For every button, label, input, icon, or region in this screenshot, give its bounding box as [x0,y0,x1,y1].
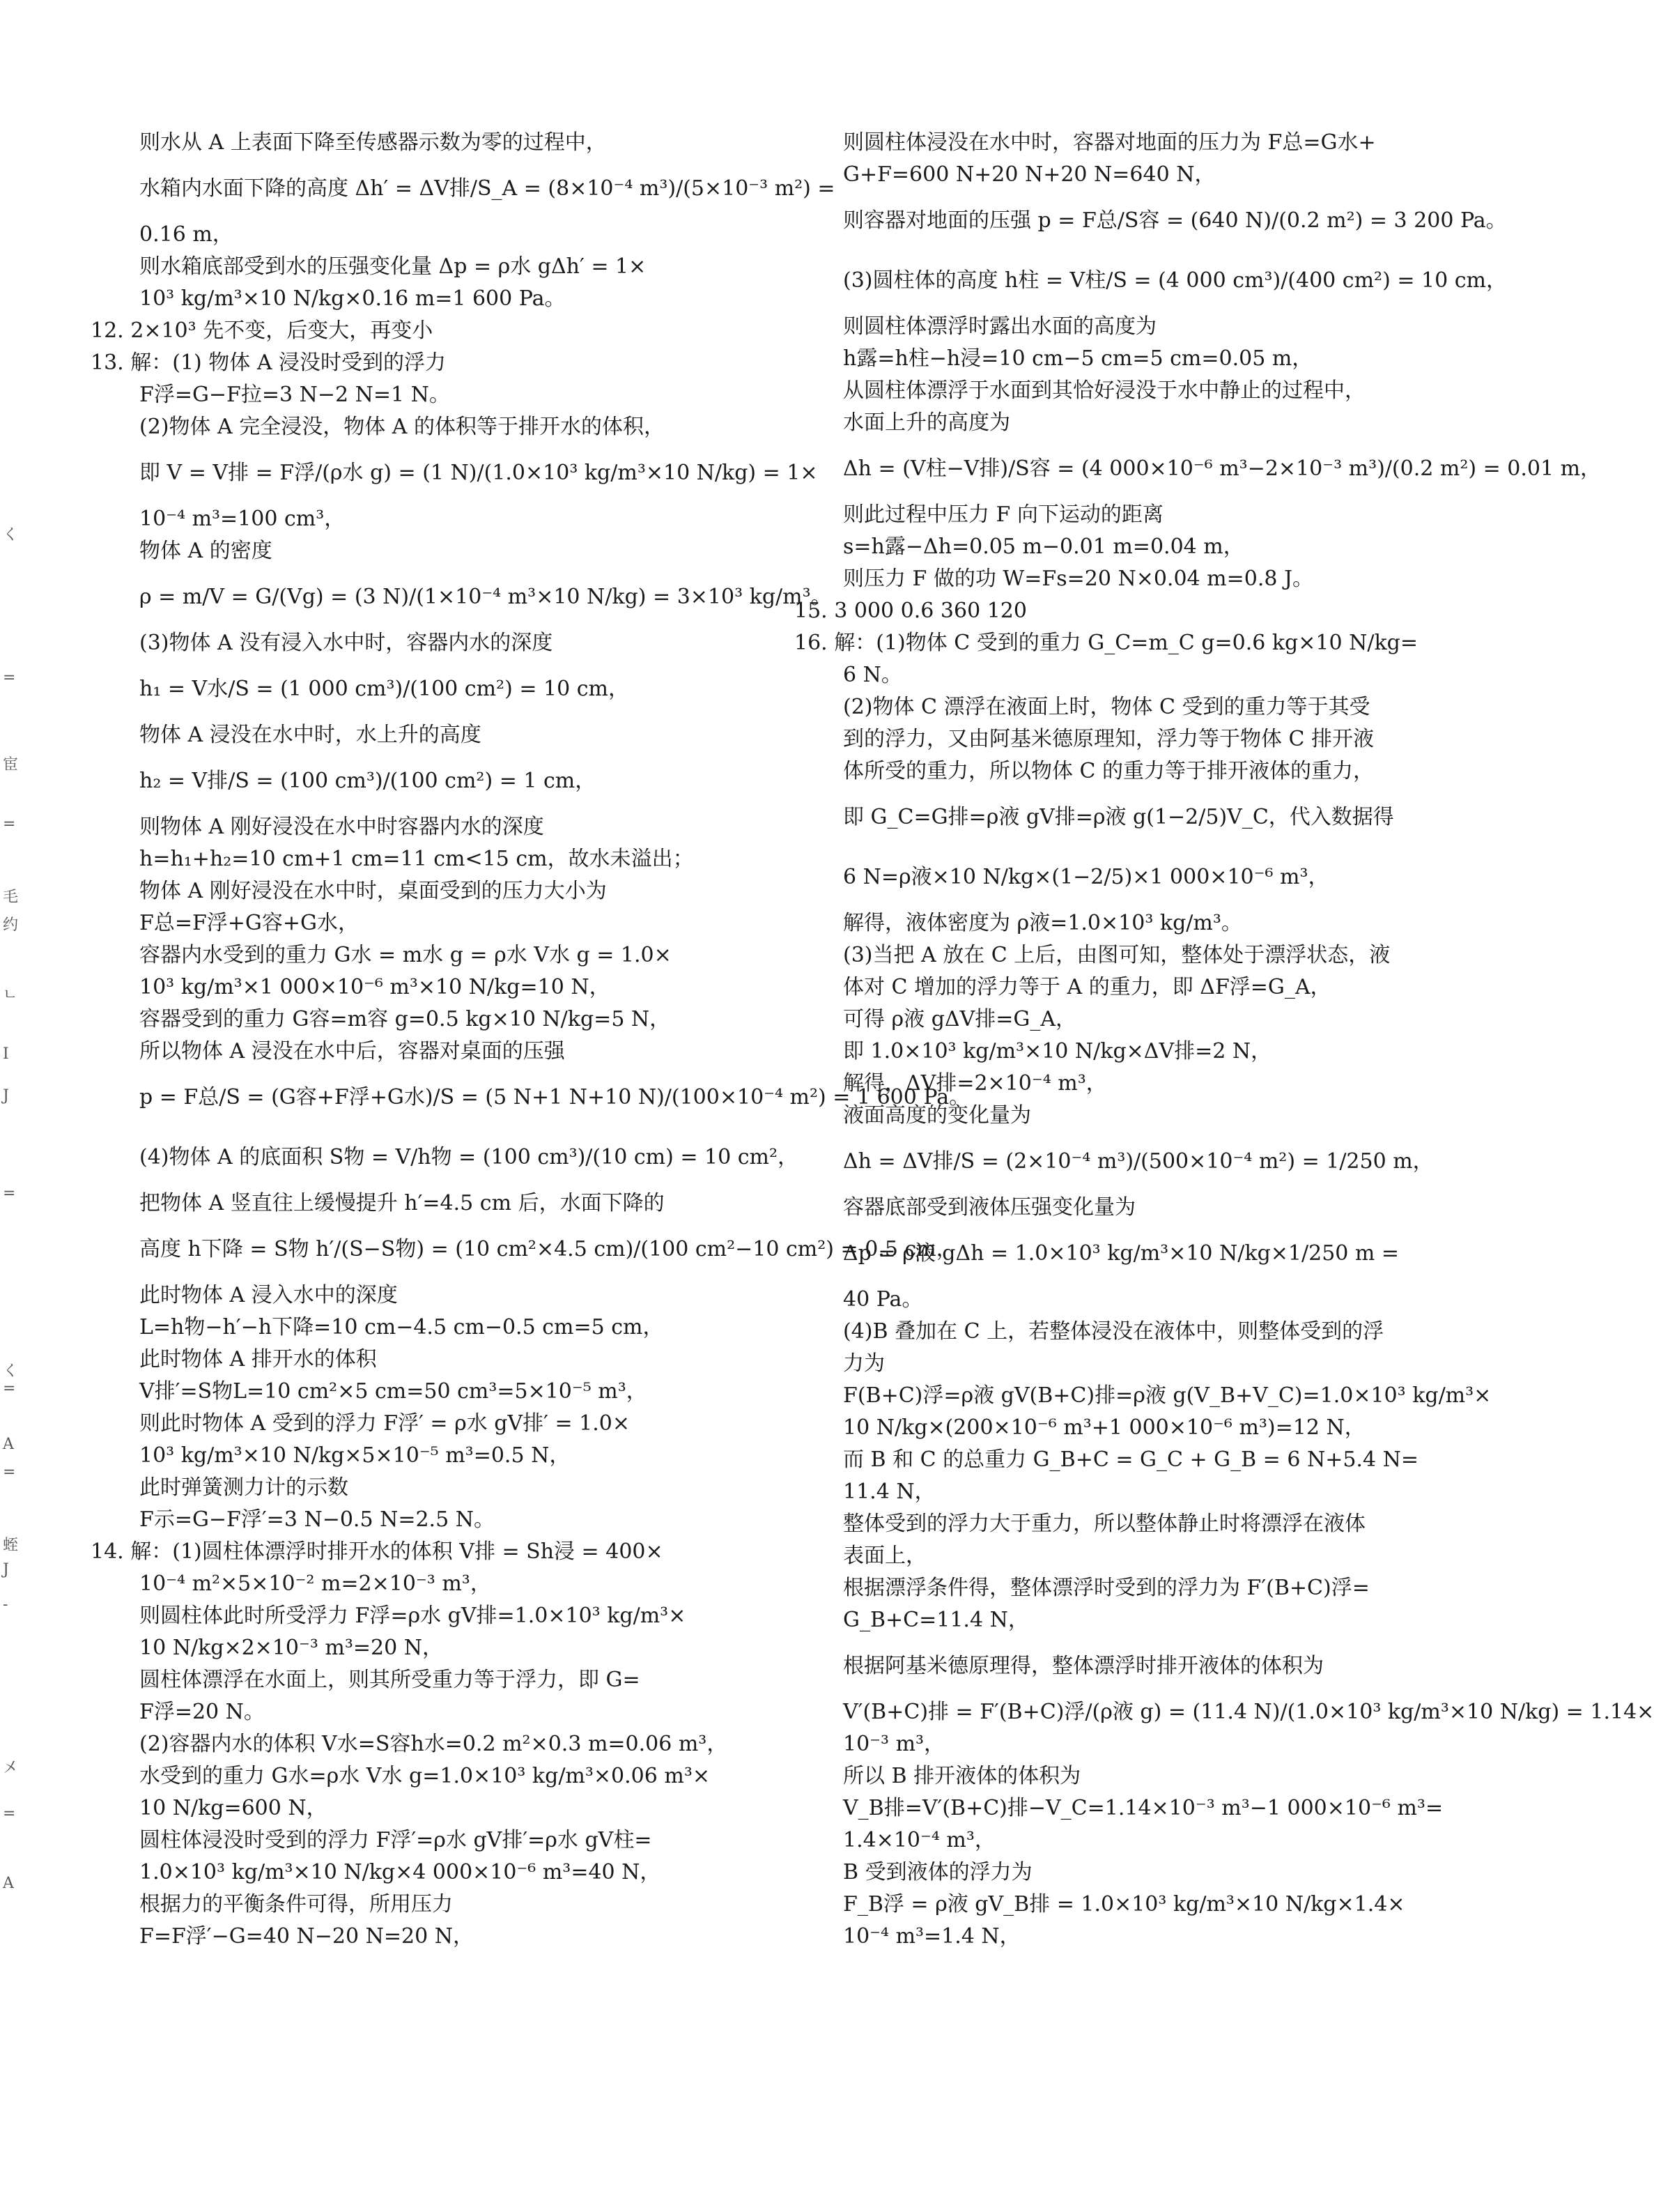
left-line: 则水从 A 上表面下降至传感器示数为零的过程中， [139,130,607,155]
right-line: 40 Pa。 [843,1287,923,1312]
left-line: 物体 A 刚好浸没在水中时，桌面受到的压力大小为 [139,879,607,903]
left-line: 水受到的重力 G水=ρ水 V水 g=1.0×10³ kg/m³×0.06 m³× [139,1764,710,1788]
margin-mark: 宦 [3,756,19,774]
right-line: G_B+C=11.4 N， [843,1608,1029,1632]
left-line: 根据力的平衡条件可得，所用压力 [139,1892,453,1917]
right-line: 液面高度的变化量为 [843,1103,1031,1128]
margin-mark: = [3,1185,16,1202]
margin-mark: ㄴ [3,986,18,1004]
right-line: B 受到液体的浮力为 [843,1860,1033,1884]
margin-mark: J [3,1087,9,1105]
margin-mark: 㐅 [3,1760,19,1777]
left-line: h₁ = V水/S = (1 000 cm³)/(100 cm²) = 10 cm， [139,677,629,701]
right-line: V_B排=V′(B+C)排−V_C=1.14×10⁻³ m³−1 000×10⁻⁶ m³= [843,1796,1444,1820]
right-line: 6 N=ρ液×10 N/kg×(1−2/5)×1 000×10⁻⁶ m³， [843,865,1329,889]
right-line: Δh = (V柱−V排)/S容 = (4 000×10⁻⁶ m³−2×10⁻³ m³)/(0.2 m²) = 0.01 m， [843,456,1602,481]
left-line: L=h物−h′−h下降=10 cm−4.5 cm−0.5 cm=5 cm， [139,1315,664,1339]
left-line: 10 N/kg=600 N， [139,1796,327,1820]
right-line: 11.4 N， [843,1480,936,1504]
right-line: (3)圆柱体的高度 h柱 = V柱/S = (4 000 cm³)/(400 cm²) = 10 cm， [843,268,1507,293]
left-line: 10³ kg/m³×10 N/kg×0.16 m=1 600 Pa。 [139,286,566,311]
left-margin-bleed-marks [0,0,28,2212]
right-line: F_B浮 = ρ液 gV_B排 = 1.0×10³ kg/m³×10 N/kg×1.4× [843,1892,1405,1917]
right-line: 从圆柱体漂浮于水面到其恰好浸没于水中静止的过程中， [843,378,1366,403]
left-line: 物体 A 的密度 [139,539,272,563]
right-line: 容器底部受到液体压强变化量为 [843,1195,1136,1220]
right-line: 则容器对地面的压强 p = F总/S容 = (640 N)/(0.2 m²) = 3 200 Pa。 [843,208,1507,233]
right-line: 根据漂浮条件得，整体漂浮时受到的浮力为 F′(B+C)浮= [843,1576,1370,1600]
left-line: 把物体 A 竖直往上缓慢提升 h′=4.5 cm 后，水面下降的 [139,1191,665,1215]
right-line: 16. 解：(1)物体 C 受到的重力 G_C=m_C g=0.6 kg×10 N/kg= [794,631,1418,655]
left-line: 13. 解：(1) 物体 A 浸没时受到的浮力 [91,351,447,375]
margin-mark: = [3,669,16,686]
left-line: 10⁻⁴ m³=100 cm³， [139,507,346,531]
left-line: 10 N/kg×2×10⁻³ m³=20 N， [139,1636,443,1660]
left-line: F总=F浮+G容+G水， [139,911,359,935]
left-line: 此时物体 A 排开水的体积 [139,1347,377,1372]
left-line: h₂ = V排/S = (100 cm³)/(100 cm²) = 1 cm， [139,769,596,793]
margin-mark: = [3,1380,16,1397]
left-line: 则此时物体 A 受到的浮力 F浮′ = ρ水 gV排′ = 1.0× [139,1411,631,1436]
left-line: 则物体 A 刚好浸没在水中时容器内水的深度 [139,815,544,839]
right-line: 则压力 F 做的功 W=Fs=20 N×0.04 m=0.8 J。 [843,567,1314,591]
right-line: 解得，液体密度为 ρ液=1.0×10³ kg/m³。 [843,911,1242,935]
right-line: 体对 C 增加的浮力等于 A 的重力，即 ΔF浮=G_A， [843,975,1331,999]
right-line: 体所受的重力，所以物体 C 的重力等于排开液体的重力， [843,759,1375,783]
margin-mark: = [3,1805,16,1822]
left-line: F示=G−F浮′=3 N−0.5 N=2.5 N。 [139,1507,495,1532]
margin-mark: I [3,1045,9,1063]
margin-mark: J [3,1561,9,1579]
right-line: V′(B+C)排 = F′(B+C)浮/(ρ液 g) = (11.4 N)/(1.0×10³ kg/m³×10 N/kg) = 1.14× [843,1700,1654,1724]
right-line: 而 B 和 C 的总重力 G_B+C = G_C + G_B = 6 N+5.4 N= [843,1447,1419,1472]
left-line: (3)物体 A 没有浸入水中时，容器内水的深度 [139,631,553,655]
right-line: h露=h柱−h浸=10 cm−5 cm=5 cm=0.05 m， [843,346,1313,371]
right-line: s=h露−Δh=0.05 m−0.01 m=0.04 m， [843,535,1244,559]
left-line: 即 V = V排 = F浮/(ρ水 g) = (1 N)/(1.0×10³ kg/m³×10 N/kg) = 1× [139,461,818,485]
margin-mark: く [3,1362,19,1380]
right-line: 可得 ρ液 gΔV排=G_A， [843,1007,1077,1031]
right-line: 到的浮力，又由阿基米德原理知，浮力等于物体 C 排开液 [843,727,1375,751]
left-line: F浮=G−F拉=3 N−2 N=1 N。 [139,383,450,407]
left-line: 此时物体 A 浸入水中的深度 [139,1283,398,1307]
left-line: 圆柱体漂浮在水面上，则其所受重力等于浮力，即 G= [139,1668,640,1692]
right-line: 根据阿基米德原理得，整体漂浮时排开液体的体积为 [843,1654,1324,1678]
left-line: 则水箱底部受到水的压强变化量 Δp = ρ水 gΔh′ = 1× [139,254,647,279]
left-line: F浮=20 N。 [139,1700,265,1724]
left-line: 圆柱体浸没时受到的浮力 F浮′=ρ水 gV排′=ρ水 gV柱= [139,1828,652,1852]
right-line: 水面上升的高度为 [843,410,1010,435]
right-line: 即 G_C=G排=ρ液 gV排=ρ液 g(1−2/5)V_C，代入数据得 [843,805,1394,829]
left-line: (4)物体 A 的底面积 S物 = V/h物 = (100 cm³)/(10 cm) = 10 cm²， [139,1145,798,1169]
right-line: 15. 3 000 0.6 360 120 [794,599,1027,623]
right-line: F(B+C)浮=ρ液 gV(B+C)排=ρ液 g(V_B+V_C)=1.0×10³ kg/m³× [843,1383,1492,1408]
right-line: (2)物体 C 漂浮在液面上时，物体 C 受到的重力等于其受 [843,695,1370,719]
right-line: 6 N。 [843,663,902,687]
right-line: 力为 [843,1351,885,1376]
left-line: (2)容器内水的体积 V水=S容h水=0.2 m²×0.3 m=0.06 m³， [139,1732,728,1756]
right-line: 即 1.0×10³ kg/m³×10 N/kg×ΔV排=2 N， [843,1039,1272,1063]
right-line: (3)当把 A 放在 C 上后，由图可知，整体处于漂浮状态，液 [843,943,1391,967]
left-line: 10⁻⁴ m²×5×10⁻² m=2×10⁻³ m³， [139,1572,491,1596]
right-line: Δh = ΔV排/S = (2×10⁻⁴ m³)/(500×10⁻⁴ m²) = 1/250 m， [843,1149,1434,1174]
margin-mark: 蛭 [3,1537,19,1554]
margin-mark: = [3,815,16,833]
left-line: 则圆柱体此时所受浮力 F浮=ρ水 gV排=1.0×10³ kg/m³× [139,1604,686,1628]
right-line: 表面上， [843,1544,927,1568]
margin-mark: A [3,1875,14,1892]
left-line: F=F浮′−G=40 N−20 N=20 N， [139,1924,474,1949]
right-line: G+F=600 N+20 N+20 N=640 N， [843,162,1216,187]
right-line: 解得，ΔV排=2×10⁻⁴ m³， [843,1071,1107,1096]
left-line: 所以物体 A 浸没在水中后，容器对桌面的压强 [139,1039,565,1063]
left-line: 10³ kg/m³×10 N/kg×5×10⁻⁵ m³=0.5 N， [139,1443,571,1468]
left-line: 高度 h下降 = S物 h′/(S−S物) = (10 cm²×4.5 cm)/(100 cm²−10 cm²) = 0.5 cm， [139,1237,957,1261]
margin-mark: = [3,1464,16,1481]
left-line: 0.16 m， [139,222,233,247]
right-line: 10⁻⁴ m³=1.4 N， [843,1924,1021,1949]
right-line: 则此过程中压力 F 向下运动的距离 [843,502,1164,527]
right-line: 整体受到的浮力大于重力，所以整体静止时将漂浮在液体 [843,1512,1366,1536]
right-line: 所以 B 排开液体的体积为 [843,1764,1081,1788]
left-line: 容器受到的重力 G容=m容 g=0.5 kg×10 N/kg=5 N， [139,1007,671,1031]
left-line: 10³ kg/m³×1 000×10⁻⁶ m³×10 N/kg=10 N， [139,975,610,999]
margin-mark: A [3,1436,14,1453]
right-line: 10 N/kg×(200×10⁻⁶ m³+1 000×10⁻⁶ m³)=12 N， [843,1415,1366,1440]
left-line: 物体 A 浸没在水中时，水上升的高度 [139,723,481,747]
right-line: 10⁻³ m³， [843,1732,945,1756]
left-line: 1.0×10³ kg/m³×10 N/kg×4 000×10⁻⁶ m³=40 N， [139,1860,661,1884]
right-column [794,127,1654,1953]
left-line: (2)物体 A 完全浸没，物体 A 的体积等于排开水的体积， [139,415,665,439]
left-line: h=h₁+h₂=10 cm+1 cm=11 cm<15 cm，故水未溢出； [139,847,694,871]
margin-mark: 毛 [3,889,19,906]
left-line: ρ = m/V = G/(Vg) = (3 N)/(1×10⁻⁴ m³×10 N/kg) = 3×10³ kg/m³。 [139,585,832,609]
left-line: 水箱内水面下降的高度 Δh′ = ΔV排/S_A = (8×10⁻⁴ m³)/(5×10⁻³ m²) = [139,176,835,201]
right-line: 则圆柱体漂浮时露出水面的高度为 [843,314,1157,339]
margin-mark: 约 [3,916,19,934]
left-line: 此时弹簧测力计的示数 [139,1475,348,1500]
left-line: V排′=S物L=10 cm²×5 cm=50 cm³=5×10⁻⁵ m³， [139,1379,647,1404]
left-line: 14. 解：(1)圆柱体漂浮时排开水的体积 V排 = Sh浸 = 400× [91,1539,663,1564]
margin-mark: - [3,1596,8,1613]
left-line: 12. 2×10³ 先不变，后变大，再变小 [91,318,433,343]
right-line: Δp = ρ液 gΔh = 1.0×10³ kg/m³×10 N/kg×1/250 m = [843,1241,1400,1266]
right-line: 则圆柱体浸没在水中时，容器对地面的压力为 F总=G水+ [843,130,1376,155]
right-line: (4)B 叠加在 C 上，若整体浸没在液体中，则整体受到的浮 [843,1319,1384,1344]
margin-mark: く [3,526,19,544]
right-line: 1.4×10⁻⁴ m³， [843,1828,996,1852]
left-line: 容器内水受到的重力 G水 = m水 g = ρ水 V水 g = 1.0× [139,943,672,967]
left-line: p = F总/S = (G容+F浮+G水)/S = (5 N+1 N+10 N)/(100×10⁻⁴ m²) = 1 600 Pa。 [139,1085,971,1109]
